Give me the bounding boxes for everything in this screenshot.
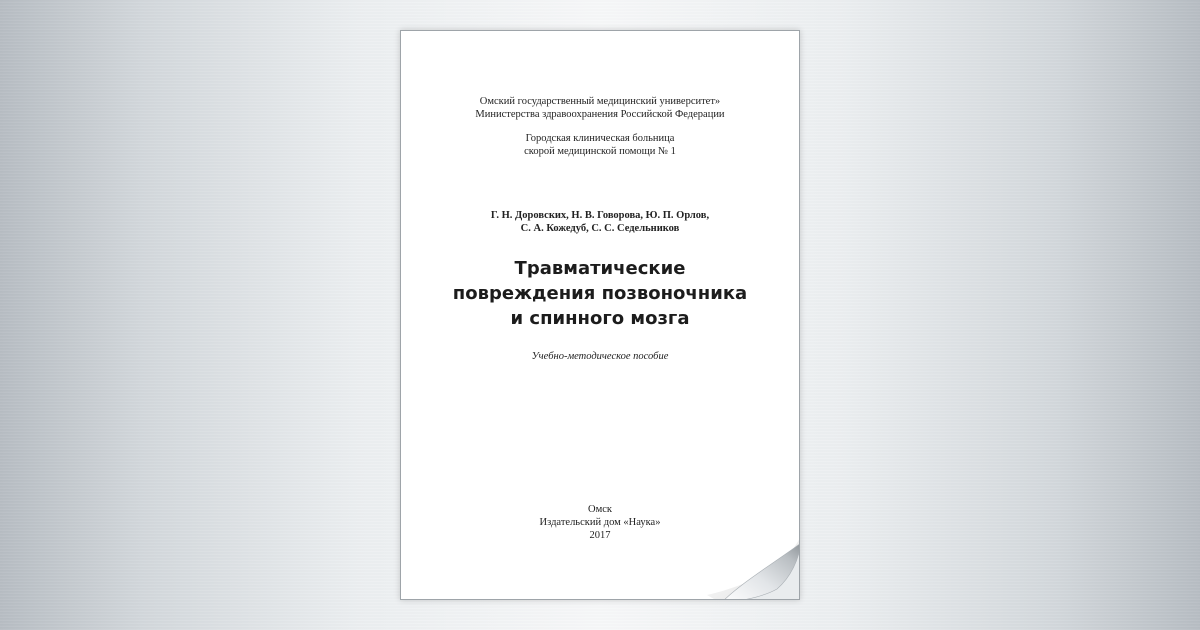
title-line-1: Травматические [514,258,686,279]
imprint-publisher: Издательский дом «Наука» [539,517,661,528]
authors-line-1: Г. Н. Доровских, Н. В. Говорова, Ю. П. Орлов, [490,210,710,221]
book-title [401,256,799,331]
hospital-name-cont: скорой медицинской помощи № 1 [524,146,676,157]
imprint-block [401,503,799,542]
institution-block [401,95,799,121]
title-line-3: и спинного мозга [510,308,690,329]
authors-line-2: С. А. Кожедуб, С. С. Седельников [520,223,680,234]
institution-ministry: Министерства здравоохранения Российской Федерации [475,109,725,120]
title-line-2: повреждения позвоночника [452,283,748,304]
imprint-year: 2017 [589,530,611,541]
book-title-page [400,30,800,600]
authors-block [401,209,799,235]
hospital-name: Городская клиническая больница [525,133,675,144]
hospital-block [401,132,799,158]
institution-name: Омский государственный медицинский университет» [479,96,721,107]
imprint-city: Омск [588,504,612,515]
book-subtitle: Учебно-методическое пособие [531,351,669,362]
